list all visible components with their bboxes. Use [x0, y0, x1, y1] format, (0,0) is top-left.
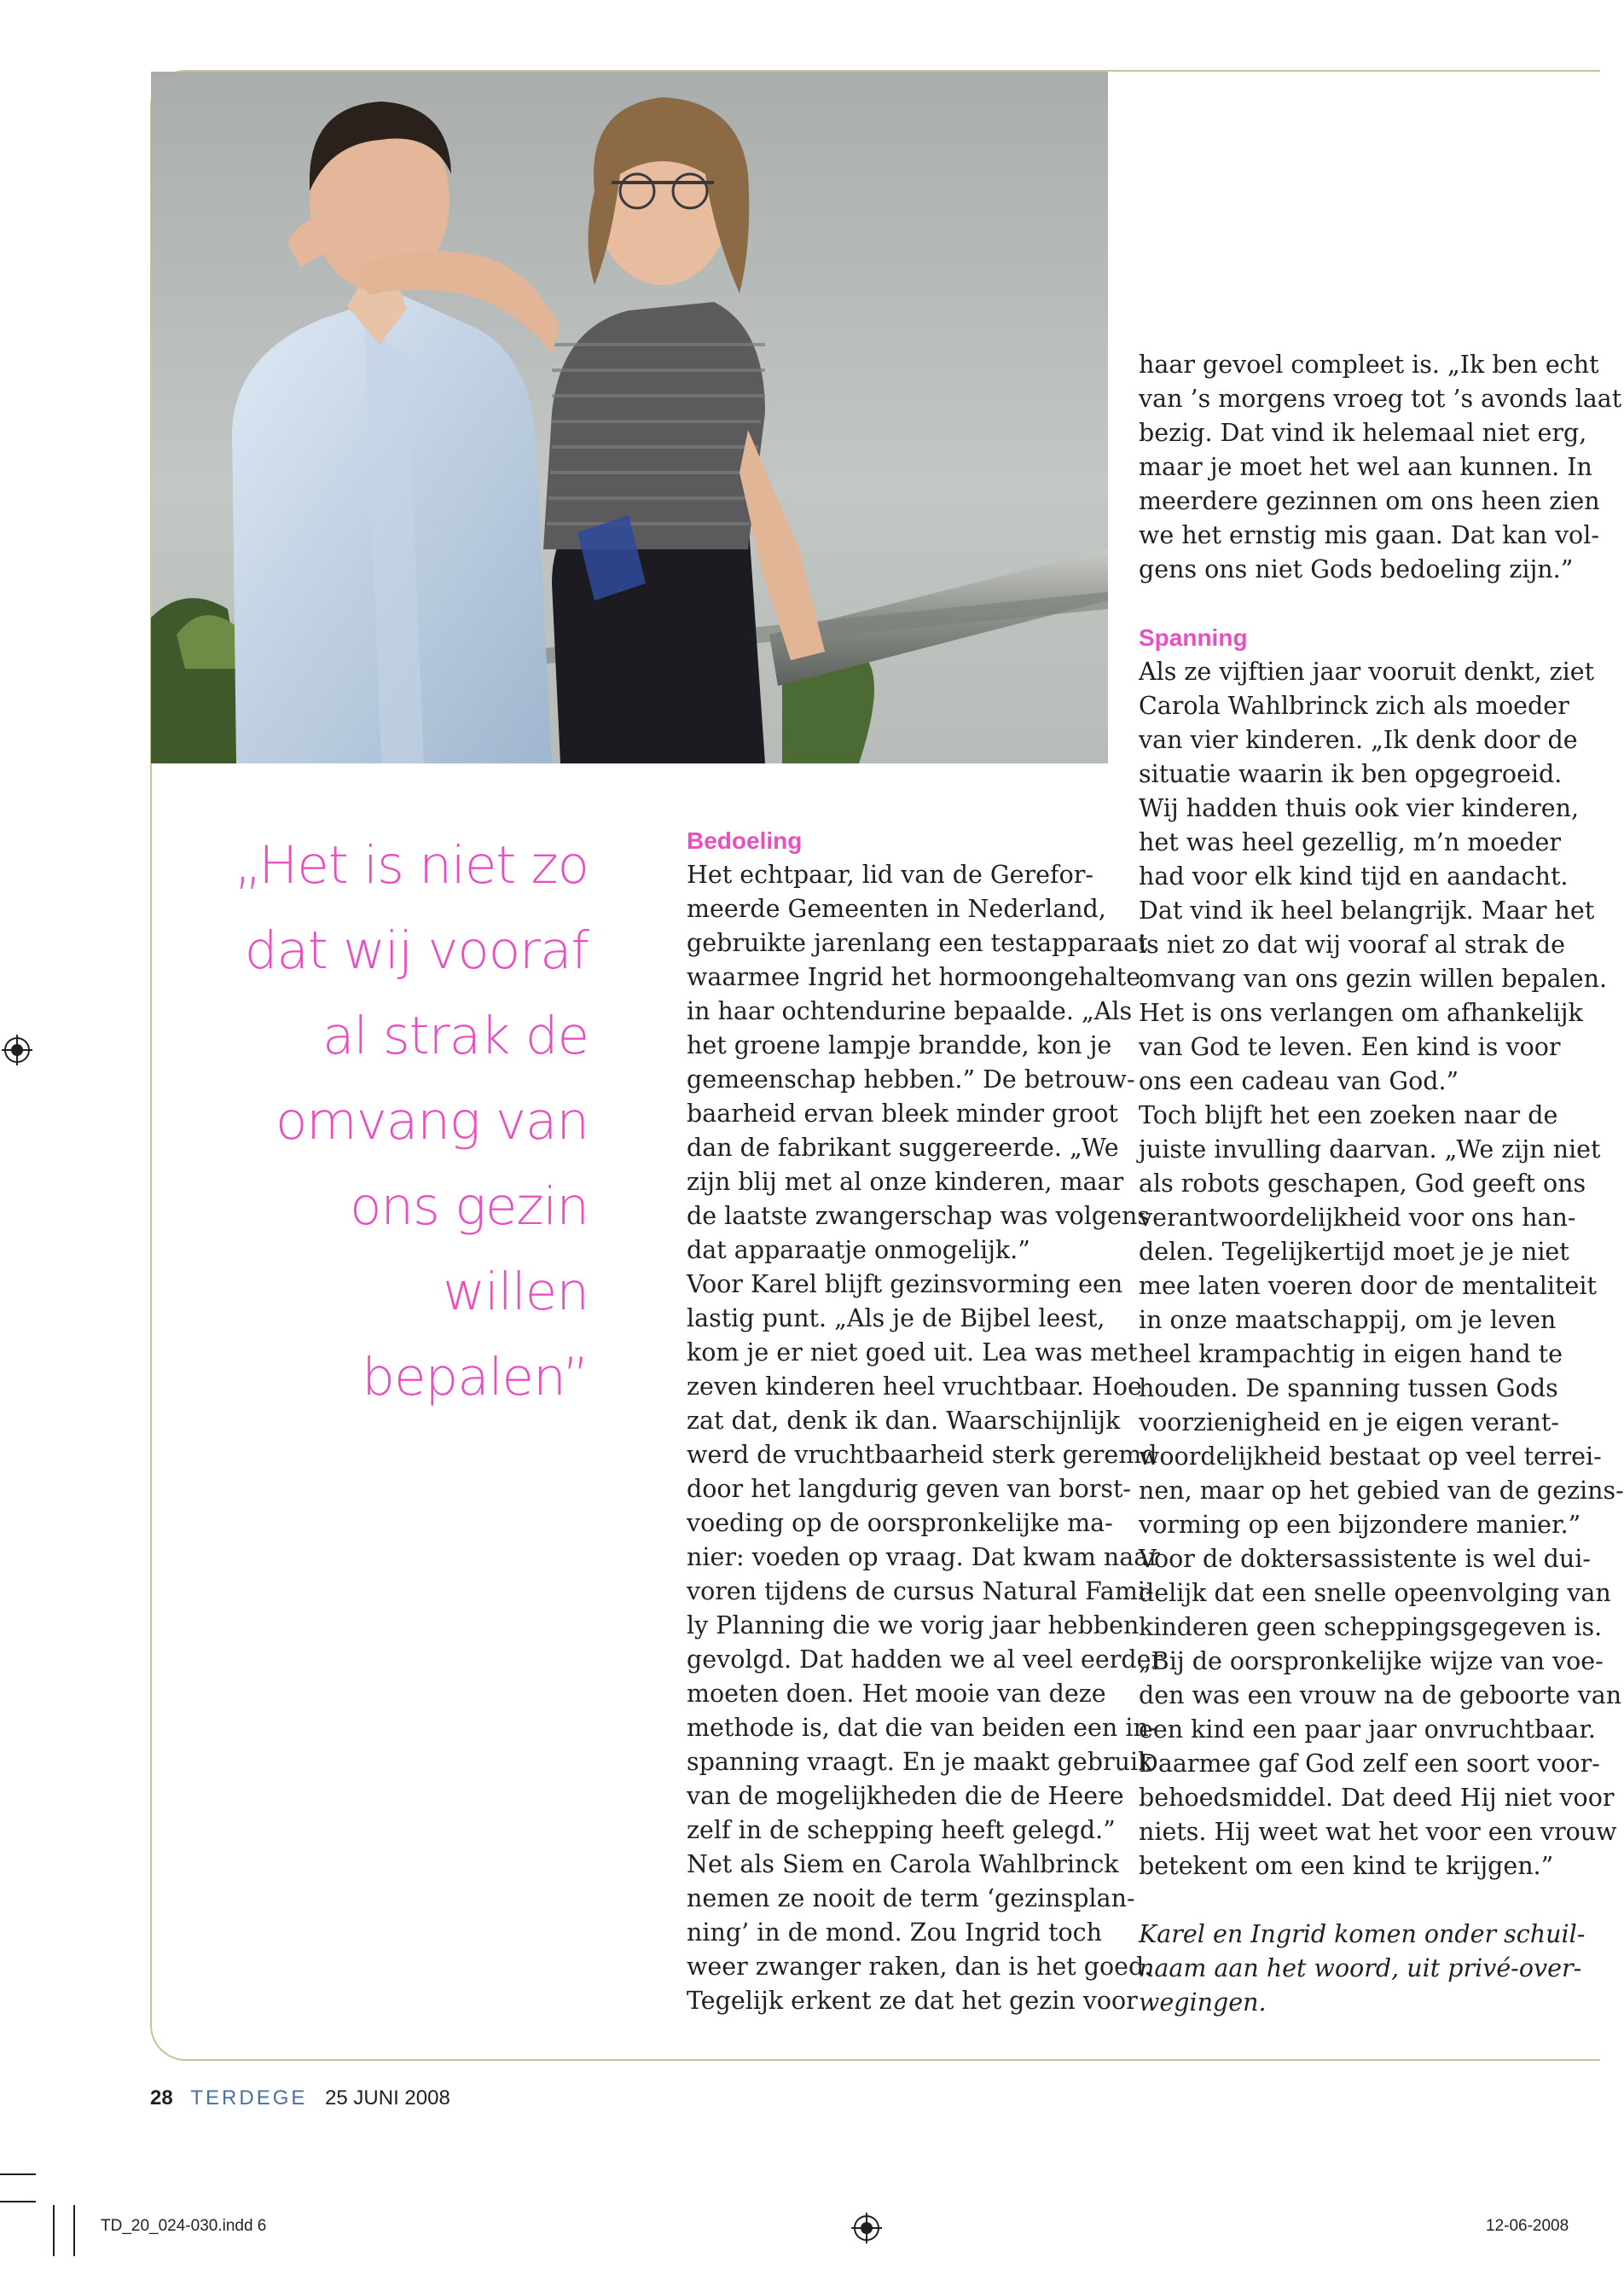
text-line: nier: voeden op vraag. Dat kwam naar	[687, 1543, 1160, 1571]
text-line: als robots geschapen, God geeft ons	[1139, 1169, 1586, 1198]
text-line: dan de fabrikant suggereerde. „We	[687, 1134, 1119, 1162]
text-line: wegingen.	[1139, 1988, 1267, 2017]
text-line: gemeenschap hebben.” De betrouw-	[687, 1065, 1135, 1094]
pull-quote-line: dat wij vooraf	[244, 920, 589, 981]
body-text	[687, 858, 1163, 2018]
crop-mark	[0, 2173, 36, 2175]
text-line: Tegelijk erkent ze dat het gezin voor	[687, 1987, 1138, 2015]
text-line: „Bij de oorspronkelijke wijze van voe-	[1139, 1647, 1604, 1675]
text-line: den was een vrouw na de geboorte van	[1139, 1681, 1622, 1709]
section-heading-bedoeling: Bedoeling	[687, 827, 803, 854]
text-line: Net als Siem en Carola Wahlbrinck	[687, 1850, 1119, 1878]
text-line: in haar ochtendurine bepaalde. „Als	[687, 997, 1133, 1025]
pull-quote-line: ons gezin	[350, 1176, 589, 1237]
pull-quote-line: willen	[443, 1262, 589, 1322]
author-note	[1139, 1918, 1586, 2020]
text-line: waarmee Ingrid het hormoongehalte	[687, 963, 1141, 991]
text-line: ly Planning die we vorig jaar hebben	[687, 1611, 1140, 1639]
text-line: zeven kinderen heel vruchtbaar. Hoe	[687, 1372, 1142, 1401]
text-line: voeding op de oorspronkelijke ma-	[687, 1509, 1113, 1537]
text-line: Het echtpaar, lid van de Gerefor-	[687, 861, 1093, 889]
article-column-middle	[687, 824, 1163, 2018]
text-line: de laatste zwangerschap was volgens	[687, 1202, 1150, 1230]
pull-quote-line: al strak de	[322, 1006, 589, 1066]
text-line: Voor Karel blijft gezinsvorming een	[687, 1270, 1123, 1298]
text-line: bezig. Dat vind ik helemaal niet erg,	[1139, 419, 1587, 447]
text-line: moeten doen. Het mooie van deze	[687, 1680, 1106, 1708]
text-line: Carola Wahlbrinck zich als moeder	[1139, 692, 1569, 720]
text-line: een kind een paar jaar onvruchtbaar.	[1139, 1715, 1596, 1744]
text-line: kom je er niet goed uit. Lea was met	[687, 1338, 1138, 1367]
text-line: Daarmee gaf God zelf een soort voor-	[1139, 1750, 1600, 1778]
text-line: situatie waarin ik ben opgegroeid.	[1139, 760, 1563, 788]
text-line: van vier kinderen. „Ik denk door de	[1139, 726, 1578, 754]
page-footer	[150, 2083, 450, 2114]
text-line: meerdere gezinnen om ons heen zien	[1139, 487, 1600, 515]
text-line: spanning vraagt. En je maakt gebruik	[687, 1748, 1153, 1776]
text-line: woordelijkheid bestaat op veel terrei-	[1139, 1442, 1602, 1471]
text-line: niets. Hij weet wat het voor een vrouw	[1139, 1818, 1617, 1846]
crop-mark	[0, 2201, 36, 2202]
text-line: Wij hadden thuis ook vier kinderen,	[1139, 794, 1580, 822]
couple-photo-illustration	[151, 72, 1108, 763]
text-line: het was heel gezellig, m’n moeder	[1139, 828, 1562, 856]
text-line: nemen ze nooit de term ‘gezinsplan-	[687, 1884, 1135, 1912]
text-line: houden. De spanning tussen Gods	[1139, 1374, 1558, 1402]
pull-quote-line: bepalen”	[362, 1347, 589, 1407]
pull-quote	[213, 823, 589, 1420]
text-line: ons een cadeau van God.”	[1139, 1067, 1459, 1095]
text-line: van ’s morgens vroeg tot ’s avonds laat	[1139, 385, 1622, 413]
text-line: delen. Tegelijkertijd moet je je niet	[1139, 1238, 1569, 1266]
paragraph-gap	[1139, 1883, 1565, 1918]
slug-date: 12-06-2008	[1486, 2217, 1569, 2235]
text-line: methode is, dat die van beiden een in-	[687, 1714, 1157, 1742]
text-line: zelf in de schepping heeft gelegd.”	[687, 1816, 1116, 1844]
text-line: vorming op een bijzondere manier.”	[1139, 1511, 1581, 1539]
text-line: zijn blij met al onze kinderen, maar	[687, 1168, 1124, 1196]
text-line: het groene lampje brandde, kon je	[687, 1031, 1112, 1059]
text-line: juiste invulling daarvan. „We zijn niet	[1139, 1135, 1601, 1164]
text-line: Het is ons verlangen om afhankelijk	[1139, 999, 1583, 1027]
text-line: Dat vind ik heel belangrijk. Maar het	[1139, 897, 1595, 925]
text-line: had voor elk kind tijd en aandacht.	[1139, 862, 1569, 891]
text-line: heel krampachtig in eigen hand te	[1139, 1340, 1563, 1368]
text-line: van de mogelijkheden die de Heere	[687, 1782, 1124, 1810]
registration-mark-icon	[851, 2213, 882, 2243]
page-number: 28	[150, 2086, 173, 2109]
couple-photo	[151, 72, 1108, 763]
body-text-intro	[1139, 348, 1622, 587]
crop-mark	[73, 2205, 75, 2256]
section-heading-spanning: Spanning	[1139, 624, 1248, 651]
text-line: baarheid ervan bleek minder groot	[687, 1100, 1118, 1128]
text-line: werd de vruchtbaarheid sterk geremd	[687, 1441, 1157, 1469]
text-line: betekent om een kind te krijgen.”	[1139, 1852, 1554, 1880]
text-line: Karel en Ingrid komen onder schuil-	[1139, 1920, 1586, 1948]
text-line: Toch blijft het een zoeken naar de	[1139, 1101, 1558, 1129]
text-line: omvang van ons gezin willen bepalen.	[1139, 965, 1608, 993]
issue-date: 25 JUNI 2008	[325, 2086, 450, 2109]
text-line: van God te leven. Een kind is voor	[1139, 1033, 1561, 1061]
text-line: gebruikte jarenlang een testapparaat	[687, 929, 1148, 957]
pull-quote-line: „Het is niet zo	[234, 835, 589, 896]
text-line: mee laten voeren door de mentaliteit	[1139, 1272, 1597, 1300]
text-line: voren tijdens de cursus Natural Fami-	[687, 1577, 1154, 1605]
text-line: weer zwanger raken, dan is het goed.	[687, 1953, 1152, 1981]
text-line: zat dat, denk ik dan. Waarschijnlijk	[687, 1407, 1121, 1435]
text-line: lastig punt. „Als je de Bijbel leest,	[687, 1304, 1105, 1332]
text-line: gens ons niet Gods bedoeling zijn.”	[1139, 555, 1574, 583]
text-line: behoedsmiddel. Dat deed Hij niet voor	[1139, 1784, 1615, 1812]
article-column-right	[1139, 348, 1624, 2020]
paragraph-gap	[1139, 587, 1565, 621]
text-line: voorzienigheid en je eigen verant-	[1139, 1408, 1559, 1436]
text-line: nen, maar op het gebied van de gezins-	[1139, 1477, 1624, 1505]
text-line: meerde Gemeenten in Nederland,	[687, 895, 1106, 923]
text-line: kinderen geen scheppingsgegeven is.	[1139, 1613, 1603, 1641]
magazine-name: TERDEGE	[190, 2086, 308, 2109]
text-line: door het langdurig geven van borst-	[687, 1475, 1132, 1503]
text-line: Voor de doktersassistente is wel dui-	[1139, 1545, 1591, 1573]
text-line: in onze maatschappij, om je leven	[1139, 1306, 1557, 1334]
body-text	[1139, 655, 1624, 1883]
text-line: verantwoordelijkheid voor ons han-	[1139, 1204, 1576, 1232]
text-line: dat apparaatje onmogelijk.”	[687, 1236, 1030, 1264]
text-line: haar gevoel compleet is. „Ik ben echt	[1139, 351, 1599, 379]
text-line: Als ze vijftien jaar vooruit denkt, ziet	[1139, 658, 1595, 686]
text-line: is niet zo dat wij vooraf al strak de	[1139, 931, 1565, 959]
text-line: ning’ in de mond. Zou Ingrid toch	[687, 1918, 1102, 1947]
pull-quote-line: omvang van	[275, 1091, 589, 1152]
text-line: gevolgd. Dat hadden we al veel eerder	[687, 1645, 1163, 1674]
text-line: maar je moet het wel aan kunnen. In	[1139, 453, 1592, 481]
text-line: delijk dat een snelle opeenvolging van	[1139, 1579, 1611, 1607]
slug-filename: TD_20_024-030.indd 6	[101, 2217, 267, 2235]
text-line: naam aan het woord, uit privé-over-	[1139, 1954, 1582, 1982]
text-line: we het ernstig mis gaan. Dat kan vol-	[1139, 521, 1599, 549]
registration-mark-icon	[2, 1035, 32, 1065]
crop-mark	[53, 2205, 55, 2256]
